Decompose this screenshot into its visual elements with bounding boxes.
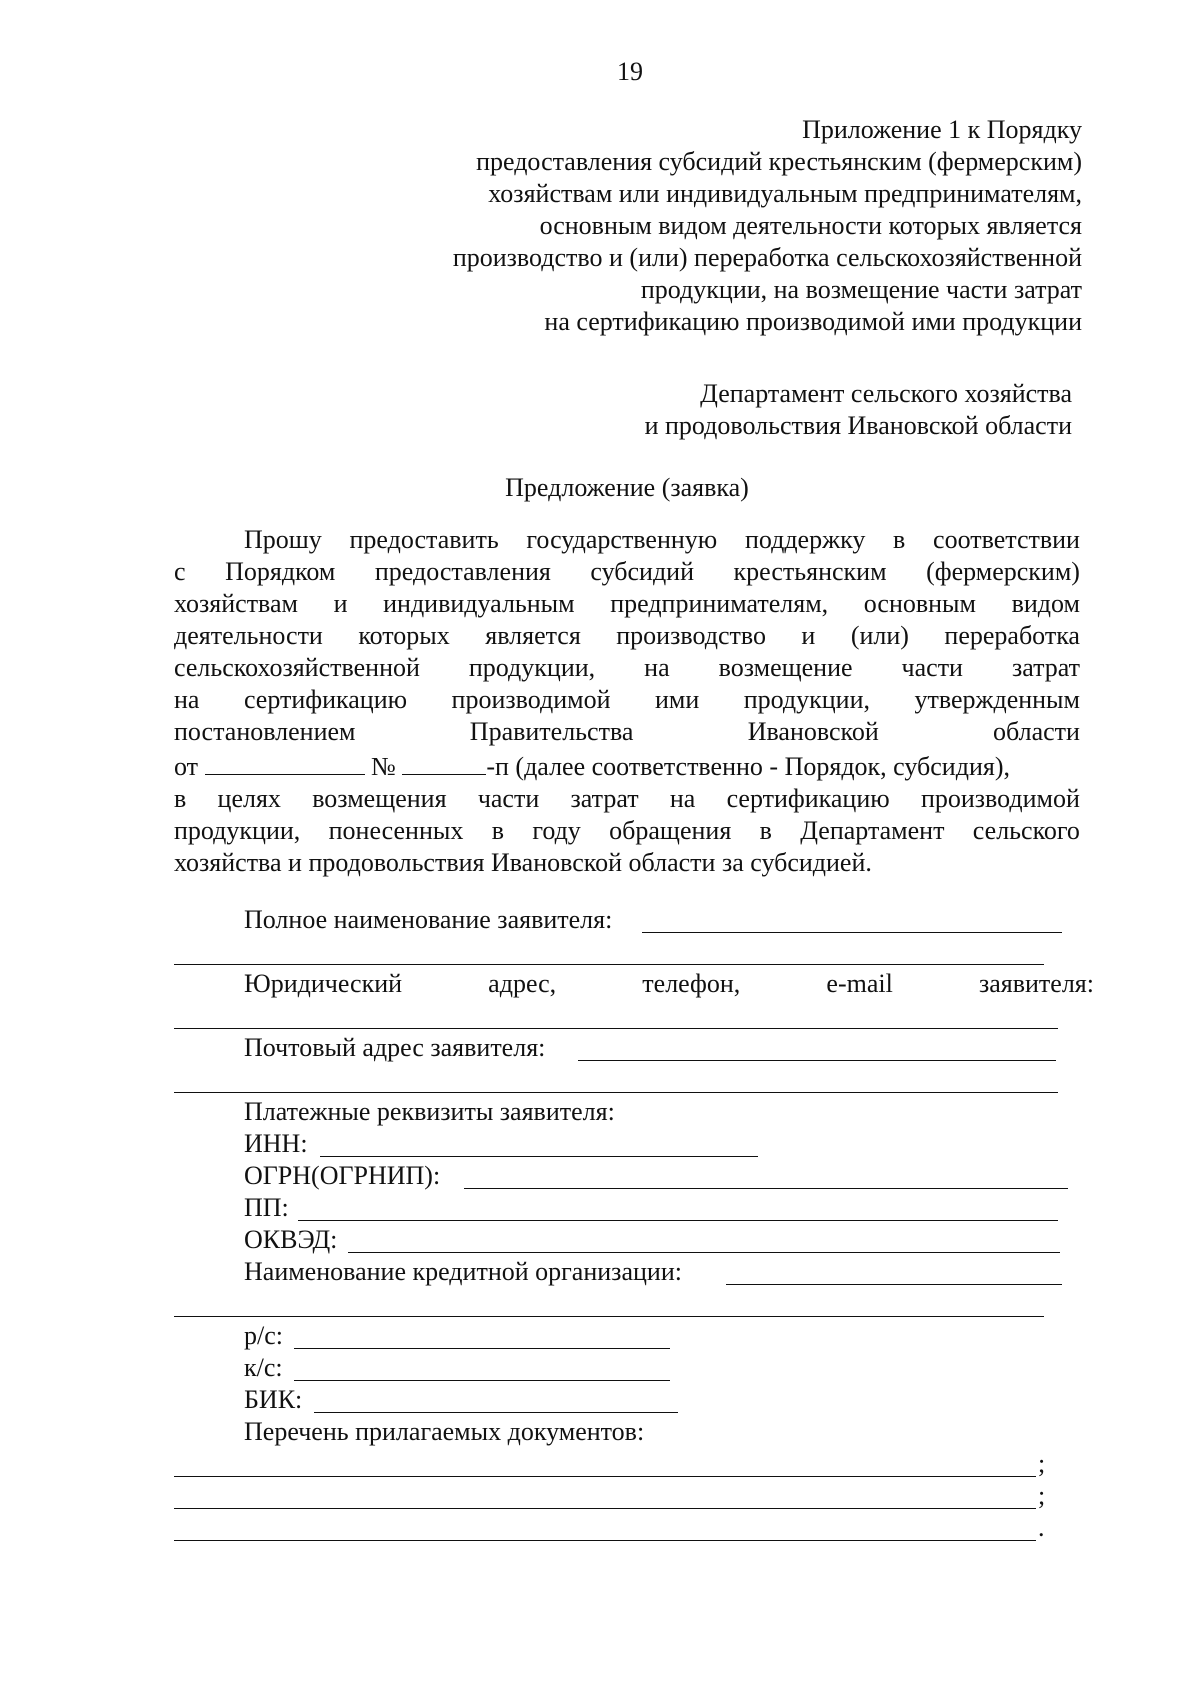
rs-field[interactable] — [294, 1348, 670, 1349]
appendix-line: хозяйствам или индивидуальным предпринимателям, — [488, 179, 1082, 208]
document-title: Предложение (заявка) — [505, 473, 749, 502]
documents-label: Перечень прилагаемых документов: — [244, 1417, 645, 1446]
postal-address-label: Почтовый адрес заявителя: — [244, 1033, 546, 1062]
document-line-field[interactable] — [174, 1508, 1036, 1509]
appendix-line: производство и (или) переработка сельскохозяйственной — [452, 243, 1082, 272]
bik-label: БИК: — [244, 1385, 303, 1414]
ogrn-row — [174, 1160, 1094, 1192]
word: на — [644, 653, 670, 682]
body-line-date-number — [174, 748, 1080, 783]
word: Департамент — [800, 816, 945, 845]
word: сельскохозяйственной — [174, 653, 420, 682]
ks-label: к/с: — [244, 1353, 283, 1382]
line-end-mark: ; — [1038, 1481, 1046, 1510]
word: затрат — [1011, 653, 1080, 682]
word: продукции, — [743, 685, 870, 714]
bik-field[interactable] — [314, 1412, 678, 1413]
legal-address-field-row — [174, 1000, 1094, 1032]
word: производимой — [920, 784, 1080, 813]
word: заявителя: — [978, 969, 1094, 998]
word: которых — [358, 621, 450, 650]
word: основным — [863, 589, 976, 618]
body-line — [174, 588, 1080, 620]
word: крестьянским — [733, 557, 887, 586]
addressee-block — [472, 378, 1072, 442]
word: области — [993, 717, 1080, 746]
body-line — [174, 556, 1080, 588]
appendix-line: предоставления субсидий крестьянским (фермерским) — [476, 147, 1082, 176]
word: на — [174, 685, 200, 714]
word: Порядком — [225, 557, 336, 586]
bank-row — [174, 1256, 1094, 1288]
date-blank[interactable] — [205, 748, 365, 775]
full-name-continuation-field[interactable] — [174, 964, 1044, 965]
ks-row — [174, 1352, 1094, 1384]
bank-continuation-field[interactable] — [174, 1316, 1044, 1317]
word: индивидуальным — [383, 589, 575, 618]
addressee-line: и продовольствия Ивановской области — [644, 411, 1072, 440]
document-line-field[interactable] — [174, 1540, 1036, 1541]
word: возмещение — [718, 653, 853, 682]
word: Юридический — [244, 969, 403, 998]
document-line-row — [174, 1480, 1094, 1512]
appendix-line: Приложение 1 к Порядку — [802, 115, 1082, 144]
word: целях — [217, 784, 281, 813]
bank-field[interactable] — [726, 1284, 1062, 1285]
page-number: 19 — [617, 57, 643, 86]
word: Ивановской — [747, 717, 879, 746]
word: телефон, — [642, 969, 741, 998]
word: переработка — [944, 621, 1080, 650]
word: поддержку — [744, 525, 866, 554]
okved-field[interactable] — [348, 1252, 1060, 1253]
word: в — [759, 816, 772, 845]
word: возмещения — [312, 784, 447, 813]
word: ими — [654, 685, 700, 714]
ogrn-field[interactable] — [464, 1188, 1068, 1189]
word: предпринимателям, — [610, 589, 829, 618]
bik-row — [174, 1384, 1094, 1416]
word: предоставления — [374, 557, 551, 586]
rs-label: р/с: — [244, 1321, 283, 1350]
word: части — [477, 784, 540, 813]
line-end-mark: . — [1038, 1513, 1045, 1542]
applicant-form — [174, 904, 1094, 1544]
appendix-line: основным видом деятельности которых является — [539, 211, 1082, 240]
addressee-line: Департамент сельского хозяйства — [700, 379, 1072, 408]
word: обращения — [609, 816, 732, 845]
legal-address-field[interactable] — [174, 1028, 1058, 1029]
number-sign: № — [371, 752, 396, 781]
postal-address-field[interactable] — [578, 1060, 1056, 1061]
appendix-header — [322, 114, 1082, 338]
postal-address-row — [174, 1032, 1094, 1064]
word: затрат — [570, 784, 639, 813]
inn-field[interactable] — [320, 1156, 758, 1157]
number-blank[interactable] — [402, 748, 486, 775]
word: e-mail — [826, 969, 893, 998]
word: производство — [616, 621, 766, 650]
word: сертификацию — [726, 784, 890, 813]
documents-row — [174, 1416, 1094, 1448]
pp-row — [174, 1192, 1094, 1224]
word: с — [174, 557, 186, 586]
word: продукции, — [174, 816, 301, 845]
document-line-row — [174, 1512, 1094, 1544]
ogrn-label: ОГРН(ОГРНИП): — [244, 1161, 441, 1190]
bank-continuation-row — [174, 1288, 1094, 1320]
body-line — [174, 620, 1080, 652]
pp-label: ПП: — [244, 1193, 289, 1222]
word: -п (далее соответственно - Порядок, субсидия), — [486, 752, 1010, 781]
word: предоставить — [349, 525, 499, 554]
word: хозяйствам — [174, 589, 298, 618]
word: субсидий — [590, 557, 694, 586]
appendix-line: продукции, на возмещение части затрат — [640, 275, 1082, 304]
word: является — [485, 621, 581, 650]
appendix-line: на сертификацию производимой ими продукции — [544, 307, 1082, 336]
word: году — [532, 816, 581, 845]
body-line — [174, 524, 1080, 556]
word: деятельности — [174, 621, 323, 650]
word: сельского — [972, 816, 1080, 845]
document-line-field[interactable] — [174, 1476, 1036, 1477]
payment-details-label: Платежные реквизиты заявителя: — [244, 1097, 615, 1126]
body-line — [174, 716, 1080, 748]
word: (фермерским) — [926, 557, 1080, 586]
body-line: хозяйства и продовольствия Ивановской области за субсидией. — [174, 848, 872, 877]
word: продукции, — [468, 653, 596, 682]
bank-label: Наименование кредитной организации: — [244, 1257, 682, 1286]
word: утвержденным — [914, 685, 1080, 714]
body-line — [174, 684, 1080, 716]
postal-address-continuation-field[interactable] — [174, 1092, 1058, 1093]
word: в — [491, 816, 504, 845]
word: и — [333, 589, 348, 618]
word: от — [174, 752, 199, 781]
word: (или) — [850, 621, 909, 650]
word: производимой — [451, 685, 611, 714]
full-name-continuation-row — [174, 936, 1094, 968]
word: Прошу — [244, 525, 322, 554]
pp-field[interactable] — [298, 1220, 1058, 1221]
payment-details-row — [174, 1096, 1094, 1128]
application-body — [174, 524, 1080, 879]
postal-address-continuation-row — [174, 1064, 1094, 1096]
legal-address-row — [174, 968, 1094, 1000]
word: в — [893, 525, 906, 554]
word: понесенных — [328, 816, 464, 845]
word: государственную — [526, 525, 718, 554]
full-name-label: Полное наименование заявителя: — [244, 905, 613, 934]
word: и — [801, 621, 816, 650]
body-line — [174, 815, 1080, 847]
word: на — [669, 784, 696, 813]
word: части — [901, 653, 963, 682]
body-line — [174, 783, 1080, 815]
okved-label: ОКВЭД: — [244, 1225, 338, 1254]
ks-field[interactable] — [294, 1380, 670, 1381]
inn-label: ИНН: — [244, 1129, 308, 1158]
word: соответствии — [933, 525, 1080, 554]
line-end-mark: ; — [1038, 1449, 1046, 1478]
full-name-row — [174, 904, 1094, 936]
word: сертификацию — [243, 685, 408, 714]
document-line-row — [174, 1448, 1094, 1480]
rs-row — [174, 1320, 1094, 1352]
okved-row — [174, 1224, 1094, 1256]
inn-row — [174, 1128, 1094, 1160]
body-line — [174, 652, 1080, 684]
word: постановлением — [174, 717, 356, 746]
word: в — [174, 784, 187, 813]
full-name-field[interactable] — [642, 932, 1062, 933]
word: видом — [1011, 589, 1080, 618]
word: Правительства — [469, 717, 634, 746]
word: адрес, — [488, 969, 557, 998]
